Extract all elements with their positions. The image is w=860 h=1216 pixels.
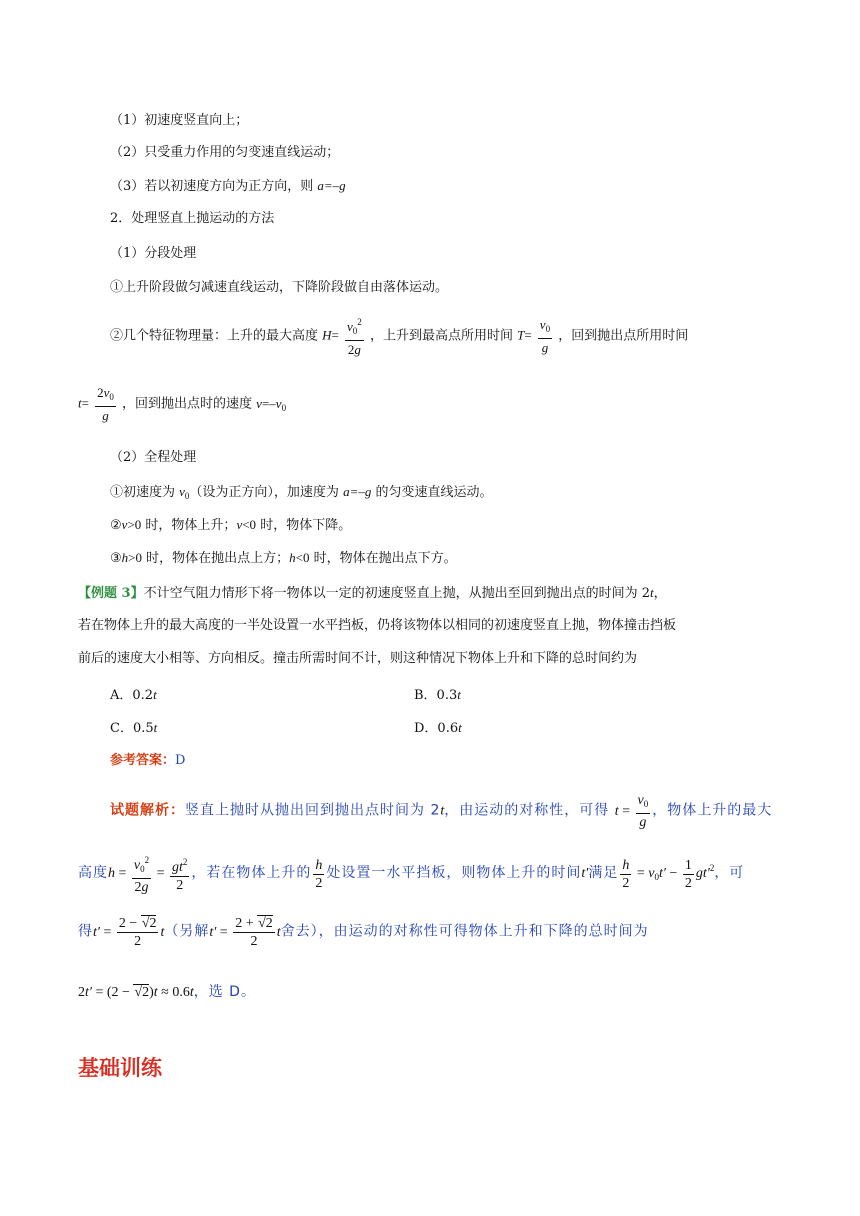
method-title: 2．处理竖直上抛运动的方法 bbox=[110, 211, 275, 226]
segment-point-1: ①上升阶段做匀减速直线运动，下降阶段做自由落体运动。 bbox=[110, 280, 449, 295]
answer-line: 参考答案：D bbox=[110, 753, 186, 768]
example-question-line-3: 前后的速度大小相等、方向相反。撞击所需时间不计，则这种情况下物体上升和下降的总时间约为 bbox=[78, 651, 638, 666]
segment-point-2: ②几个特征物理量：上升的最大高度 H= $\frac{v_0^2}{2g}$ ，上升到最高点所用时间 T= $\frac{v_0}{g}$ ，回到抛出点所用时间 bbox=[110, 314, 688, 358]
whole-title: （2）全程处理 bbox=[110, 450, 197, 465]
example-question-line-2: 若在物体上升的最大高度的一半处设置一水平挡板，仍将该物体以相同的初速度竖直上抛，物体撞击挡板 bbox=[78, 618, 677, 633]
whole-point-2: ②v>0 时，物体上升；v<0 时，物体下降。 bbox=[110, 517, 352, 533]
property-3: （3）若以初速度方向为正方向，则 a=–g bbox=[110, 178, 346, 194]
segment-title: （1）分段处理 bbox=[110, 246, 197, 261]
return-time-formula: $\frac{2v_0}{g}$ bbox=[97, 385, 114, 423]
segment-point-2-cont: t= $\frac{2v_0}{g}$ ，回到抛出点时的速度 $v=-v_0$ bbox=[78, 385, 287, 423]
solution-line-2: 高度h = $\frac{v_0^2}{2g}$ = $\frac{gt^2}{2}$ ，若在物体上升的 $\frac{h}{2}$ 处设置一水平挡板，则物体上升的时间t′满足 $\frac{h}{2}$ = $v_0t'$ − $\frac{1}{2}$ $gt'^2$，可 bbox=[78, 852, 744, 896]
option-d: D．0.6t bbox=[414, 720, 462, 736]
whole-point-3: ③h>0 时，物体在抛出点上方；h<0 时，物体在抛出点下方。 bbox=[110, 550, 457, 566]
option-a: A．0.2t bbox=[110, 687, 157, 703]
solution-line-1: 试题解析：竖直上抛时从抛出回到抛出点时间为 2t，由运动的对称性，可得 t = $\frac{v_0}{g}$ ，物体上升的最大 bbox=[110, 793, 773, 830]
solution-line-3: 得t′ = $\frac{2 - √2}{2}$ t（另解t′ = $\frac{2 + √2}{2}$ t舍去），由运动的对称性可得物体上升和下降的总时间为 bbox=[78, 916, 649, 949]
max-height-formula: $\frac{v_0^2}{2g}$ bbox=[345, 314, 364, 358]
option-b: B．0.3t bbox=[414, 687, 461, 703]
example-tag: 【例题 3】 bbox=[78, 586, 144, 601]
solution-line-4: 2t′ = (2 − √2)t ≈ 0.6t，选 D。 bbox=[78, 984, 256, 1000]
section-heading: 基础训练 bbox=[78, 1056, 162, 1080]
property-2: （2）只受重力作用的匀变速直线运动； bbox=[110, 145, 340, 160]
option-c: C．0.5t bbox=[110, 720, 158, 736]
whole-point-1: ①初速度为 $v_0$（设为正方向），加速度为 a=–g 的匀变速直线运动。 bbox=[110, 484, 493, 501]
rise-time-formula: $\frac{v_0}{g}$ bbox=[539, 317, 551, 355]
example-question-line-1: 【例题 3】不计空气阻力情形下将一物体以一定的初速度竖直上抛，从抛出至回到抛出点的时间为 2t， bbox=[78, 585, 667, 601]
property-1: （1）初速度竖直向上； bbox=[110, 113, 249, 128]
